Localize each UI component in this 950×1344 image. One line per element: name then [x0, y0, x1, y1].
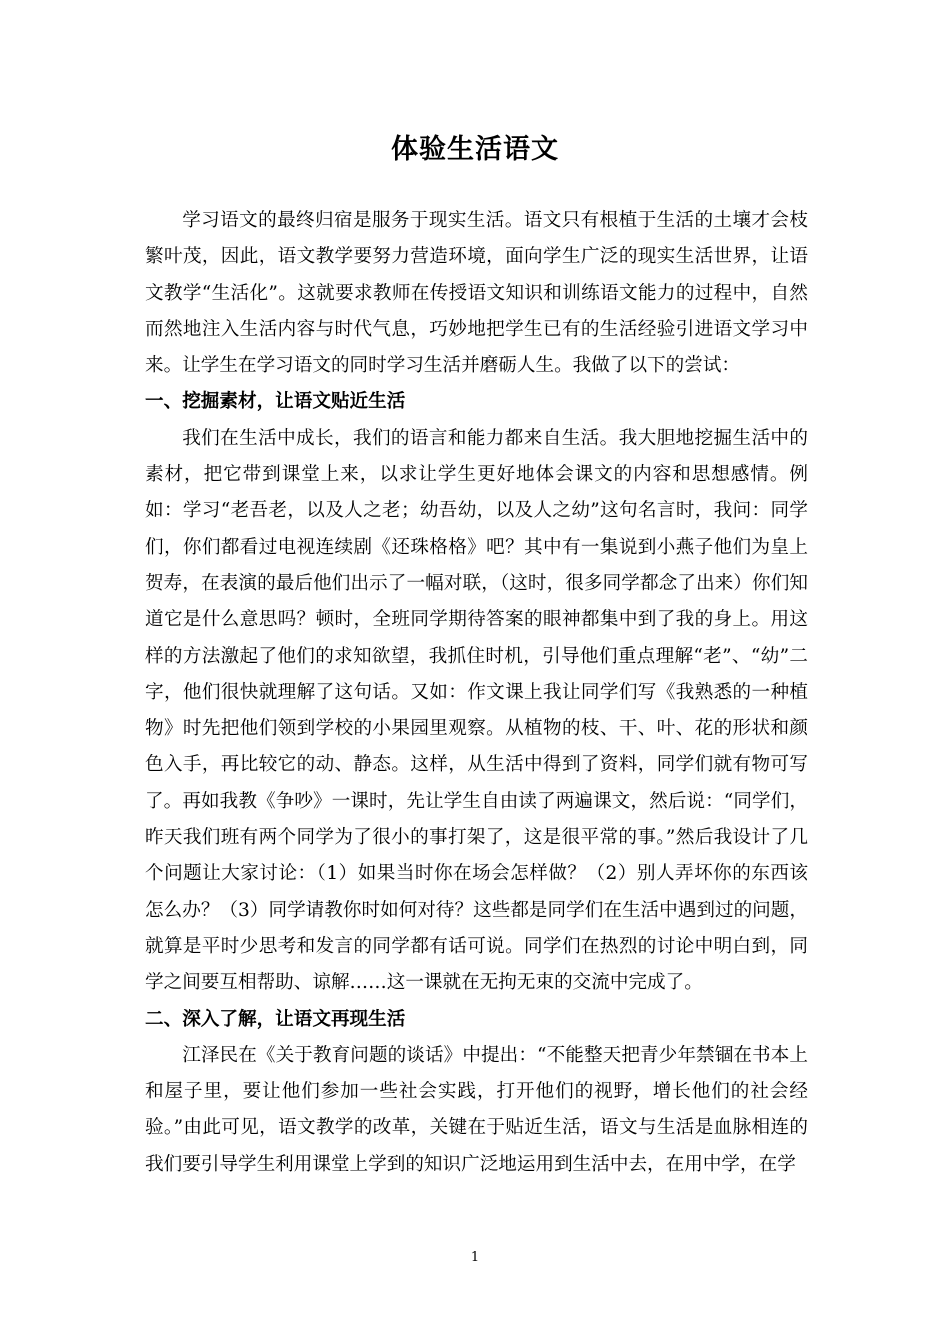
document-body	[145, 203, 808, 1183]
section-heading-1: 一、挖掘素材，让语文贴近生活	[145, 391, 406, 413]
section-1-paragraph: 我们在生活中成长，我们的语言和能力都来自生活。我大胆地挖掘生活中的素材，把它带到课堂上来，以求让学生更好地体会课文的内容和思想感情。例如：学习“老吾老，以及人之老；幼吾幼，以及人之幼”这句名言时，我问：同学们，你们都看过电视连续剧《还珠格格》吧？其中有一集说到小燕子他们为皇上贺寿，在表演的最后他们出示了一幅对联，（这时，很多同学都念了出来）你们知道它是什么意思吗？顿时，全班同学期待答案的眼神都集中到了我的身上。用这样的方法激起了他们的求知欲望，我抓住时机，引导他们重点理解“老”、“幼”二字，他们很快就理解了这句话。又如：作文课上我让同学们写《我熟悉的一种植物》时先把他们领到学校的小果园里观察。从植物的枝、干、叶、花的形状和颜色入手，再比较它的动、静态。这样，从生活中得到了资料，同学们就有物可写了。再如我教《争吵》一课时，先让学生自由读了两遍课文，然后说：“同学们，昨天我们班有两个同学为了很小的事打架了，这是很平常的事。”然后我设计了几个问题让大家讨论：（1）如果当时你在场会怎样做？（2）别人弄坏你的东西该怎么办？（3）同学请教你时如何对待？这些都是同学们在生活中遇到过的问题，就算是平时少思考和发言的同学都有话可说。同学们在热烈的讨论中明白到，同学之间要互相帮助、谅解……这一课就在无拘无束的交流中完成了。	[145, 427, 808, 994]
intro-paragraph: 学习语文的最终归宿是服务于现实生活。语文只有根植于生活的土壤才会枝繁叶茂，因此，语文教学要努力营造环境，面向学生广泛的现实生活世界，让语文教学“生活化”。这就要求教师在传授语文知识和训练语文能力的过程中，自然而然地注入生活内容与时代气息，巧妙地把学生已有的生活经验引进语文学习中来。让学生在学习语文的同时学习生活并磨砺人生。我做了以下的尝试：	[145, 210, 808, 377]
section-2-paragraph: 江泽民在《关于教育问题的谈话》中提出：“不能整天把青少年禁锢在书本上和屋子里，要让他们参加一些社会实践，打开他们的视野，增长他们的社会经验。”由此可见，语文教学的改革，关键在于贴近生活，语文与生活是血脉相连的我们要引导学生利用课堂上学到的知识广泛地运用到生活中去，在用中学，在学	[145, 1044, 808, 1175]
page-number: 1	[470, 1250, 480, 1265]
section-heading-2: 二、深入了解，让语文再现生活	[145, 1008, 406, 1030]
document-title: 体验生活语文	[391, 134, 559, 165]
